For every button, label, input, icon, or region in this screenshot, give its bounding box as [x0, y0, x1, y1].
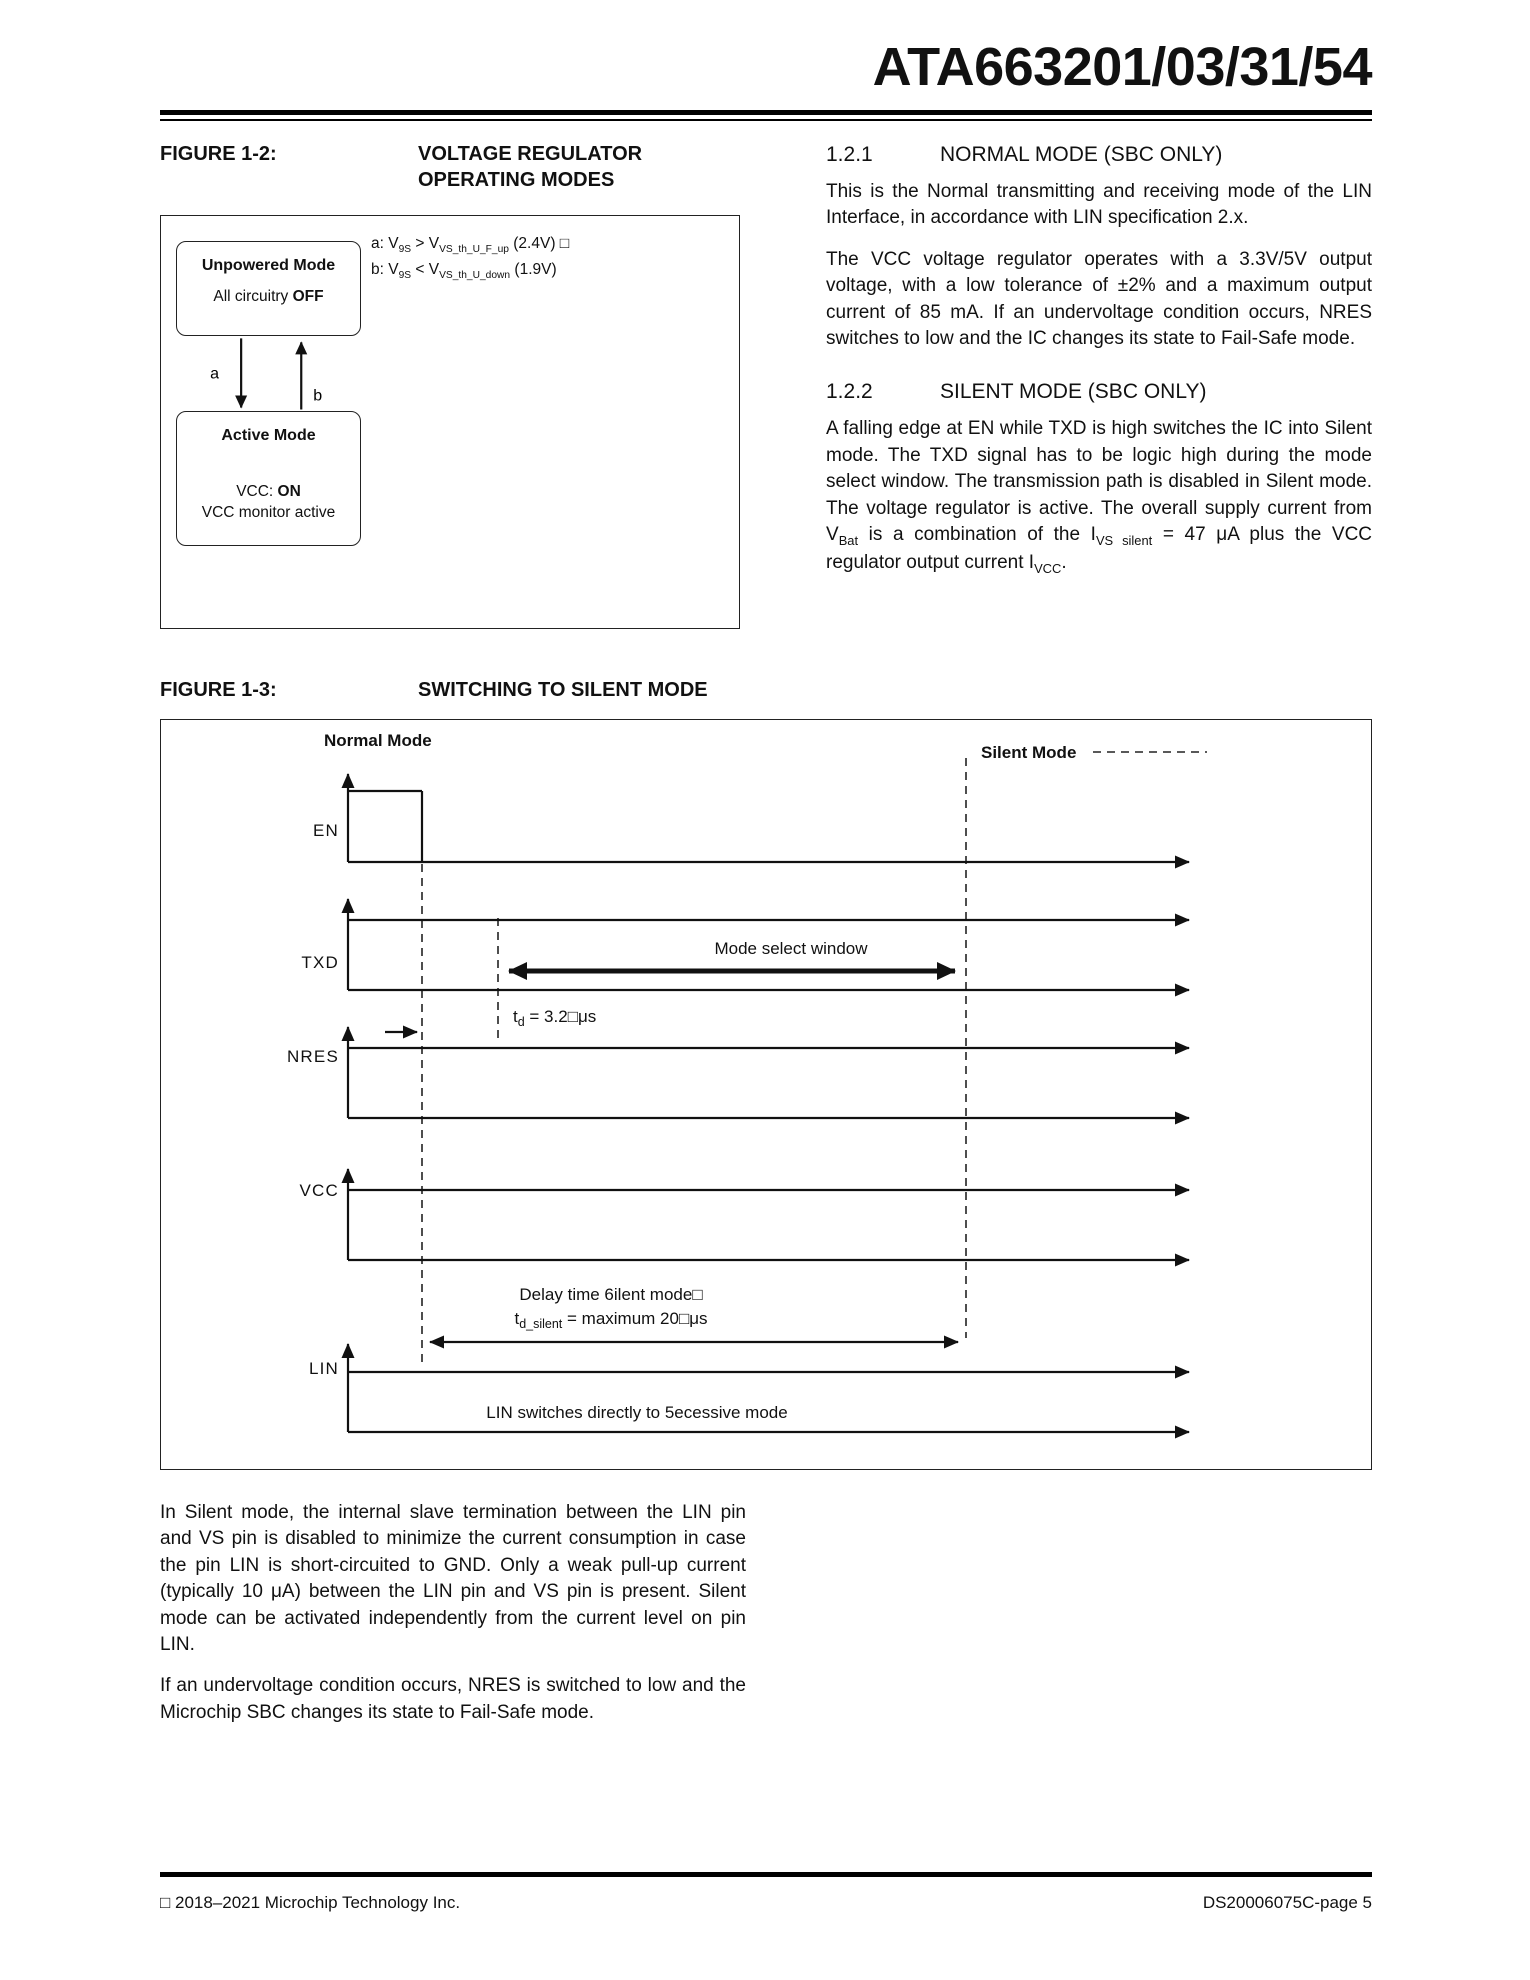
delay-time-label-line2: $t_{d\_silent}$ = maximum 20□μs — [514, 1309, 708, 1331]
mode-select-window-label: Mode select window — [714, 939, 868, 958]
arrow-b-label: b — [313, 386, 323, 405]
top-columns — [160, 141, 1372, 629]
active-mode-line2: VCC monitor active — [201, 504, 336, 521]
figure-1-2-label: FIGURE 1-2: — [160, 143, 277, 165]
figure-1-3-title: SWITCHING TO SILENT MODE — [418, 679, 708, 701]
left-column — [160, 141, 742, 629]
normal-mode-label: Normal Mode — [324, 731, 432, 750]
active-mode-title: Active Mode — [221, 427, 316, 444]
header-rule-thick — [160, 110, 1372, 115]
paragraph: In Silent mode, the internal slave termination between the LIN pin and VS pin is disabled to minimize the current consumption in case the pin LIN is short-circuited to GND. Only a weak pull-up current (typically 10 μA) between the LIN pin and VS pin is present. Silent mode can be activated independently from the current level on pin LIN. — [160, 1502, 746, 1656]
footer-page-number: DS20006075C-page 5 — [1202, 1893, 1372, 1912]
signal-label-nres: NRES — [286, 1047, 339, 1066]
page-footer — [160, 1872, 1372, 1913]
section-number: 1.2.1 — [826, 143, 873, 166]
threshold-annotation — [371, 232, 569, 285]
figure-1-3 — [160, 719, 1372, 1470]
signal-label-vcc: VCC — [299, 1181, 339, 1200]
bottom-text — [160, 1500, 746, 1726]
unpowered-mode-box — [176, 241, 361, 336]
delay-time-label-line1: Delay time 6ilent mode□ — [519, 1285, 703, 1304]
section-title: NORMAL MODE (SBC ONLY) — [940, 143, 1223, 166]
figure-1-2-title: VOLTAGE REGULATOR OPERATING MODES — [418, 143, 643, 191]
page-title: ATA663201/03/31/54 — [872, 37, 1372, 97]
unpowered-mode-body: All circuitry OFF — [213, 288, 324, 305]
lin-note: LIN switches directly to 5ecessive mode — [486, 1403, 788, 1422]
footer-copyright: □ 2018–2021 Microchip Technology Inc. — [160, 1893, 461, 1912]
section-1-2-2-heading — [826, 380, 1372, 404]
figure-1-2 — [160, 215, 740, 629]
header-rule-thin — [160, 119, 1372, 121]
figure-1-2-caption — [160, 141, 742, 193]
paragraph: This is the Normal transmitting and receiving mode of the LIN Interface, in accordance with LIN specification 2.x. — [826, 181, 1372, 229]
active-mode-box — [176, 411, 361, 546]
paragraph: If an undervoltage condition occurs, NRES is switched to low and the Microchip SBC changes its state to Fail-Safe mode. — [160, 1675, 746, 1723]
active-mode-line1: VCC: ON — [236, 483, 301, 500]
silent-mode-label: Silent Mode — [981, 743, 1077, 762]
td-label: $t_d$ = 3.2□μs — [513, 1007, 597, 1029]
signal-label-en: EN — [312, 821, 339, 840]
unpowered-mode-title: Unpowered Mode — [201, 257, 336, 274]
arrow-a-label: a — [210, 364, 220, 383]
signal-label-lin: LIN — [308, 1359, 339, 1378]
right-column — [826, 141, 1372, 629]
footer-rule — [160, 1872, 1372, 1877]
page-header — [160, 36, 1372, 121]
signal-label-txd: TXD — [301, 953, 339, 972]
timing-diagram — [161, 720, 1370, 1467]
paragraph: A falling edge at EN while TXD is high switches the IC into Silent mode. The TXD signal has to be logic high during the mode select window. The transmission path is disabled in Silent mode. The voltage regulator is active. The overall supply current from $V_{Bat}$ is a combination of the $I_{VS silent} = 47$ μA plus the VCC regulator output current $I_{VCC}$. — [826, 418, 1373, 576]
section-number: 1.2.2 — [826, 380, 873, 404]
annotation-line-a: a: $V_{9S} > V_{VS\_th\_U\_F\_up}$ (2.4V) □ — [371, 235, 570, 256]
section-title: SILENT MODE (SBC ONLY) — [940, 380, 1207, 404]
figure-1-3-caption — [160, 677, 1372, 703]
annotation-line-b: b: $V_{9S} < V_{VS\_th\_U\_down}$ (1.9V) — [371, 261, 557, 282]
section-1-2-1-heading — [826, 143, 1372, 167]
figure-1-3-label: FIGURE 1-3: — [160, 679, 277, 701]
paragraph: The VCC voltage regulator operates with a 3.3V/5V output voltage, with a low tolerance of ±2% and a maximum output current of 85 mA. If an undervoltage condition occurs, NRES switches to low and the IC changes its state to Fail-Safe mode. — [826, 248, 1372, 350]
